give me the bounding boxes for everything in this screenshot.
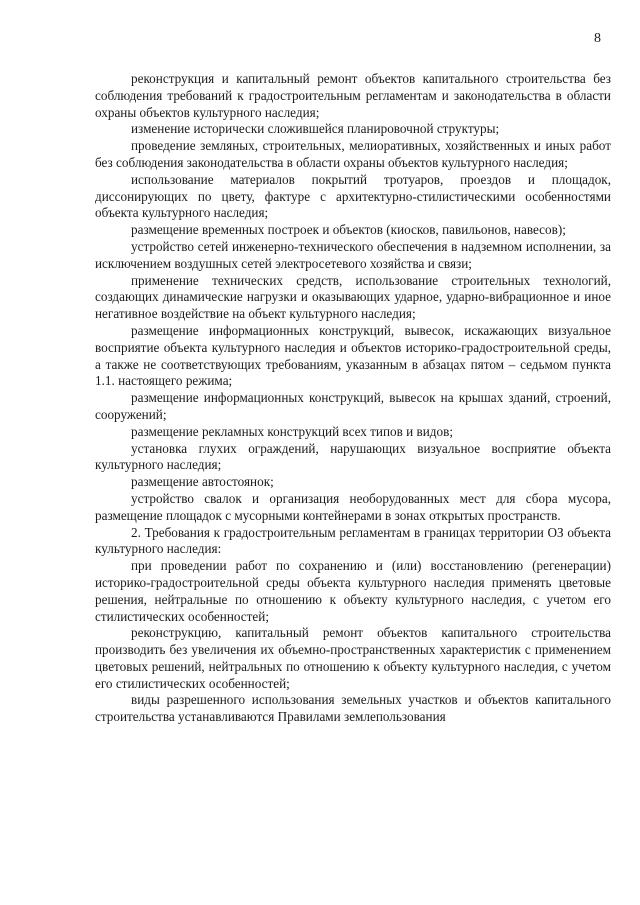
paragraph-reconstruction: реконструкция и капитальный ремонт объектов капитального строительства без соблюдения требований к градостроительным регламентам и законодательства в области охраны объектов культурного наследия;: [95, 71, 611, 120]
paragraph-planning-structure: изменение исторически сложившейся планировочной структуры;: [131, 121, 500, 137]
paragraph-utility-networks: устройство сетей инженерно-технического обеспечения в надземном исполнении, за исключением воздушных сетей электросетевого хозяйства и связи;: [95, 238, 611, 271]
paragraph-technical-means: применение технических средств, использование строительных технологий, создающих динамические нагрузки и оказывающих ударное, ударно-вибрационное и иное негативное воздействие на объект культурного наследия;: [95, 272, 611, 322]
paragraph-rooftop-signs: размещение информационных конструкций, вывесок на крышах зданий, строений, сооружений;: [95, 390, 611, 422]
page-number: 8: [594, 31, 601, 46]
paragraph-earthworks: проведение земляных, строительных, мелиоративных, хозяйственных и иных работ без соблюдения законодательства в области охраны объектов культурного наследия;: [95, 138, 611, 170]
paragraph-parking: размещение автостоянок;: [131, 474, 274, 490]
paragraph-fences: установка глухих ограждений, нарушающих визуальное восприятие объекта культурного наследия;: [95, 440, 611, 473]
paragraph-advertising: размещение рекламных конструкций всех типов и видов;: [131, 423, 453, 439]
paragraph-land-use: виды разрешенного использования земельных участков и объектов капитального строительства устанавливаются Правилами землепользования: [95, 692, 611, 725]
document-body: [95, 71, 611, 726]
paragraph-color-solutions: при проведении работ по сохранению и (или) восстановлению (регенерации) историко-градостроительной среды объекта культурного наследия применять цветовые решения, нейтральные по отношению к объекту культурного наследия, с учетом его стилистических особенностей;: [95, 558, 611, 624]
paragraph-paving-materials: использование материалов покрытий тротуаров, проездов и площадок, диссонирующих по цвету, фактуре с архитектурно-стилистическими особенностями объекта культурного наследия;: [95, 171, 611, 221]
paragraph-temporary-structures: размещение временных построек и объектов (киосков, павильонов, навесов);: [131, 222, 566, 238]
paragraph-dumps: устройство свалок и организация необорудованных мест для сбора мусора, размещение площадок с мусорными контейнерами в зонах открытых пространств.: [95, 490, 611, 523]
paragraph-info-structures: размещение информационных конструкций, вывесок, искажающих визуальное восприятие объекта культурного наследия и объектов историко-градостроительной среды, а также не соответствующих требованиям, указанным в абзацах пятом – седьмом пункта 1.1. настоящего режима;: [95, 322, 611, 389]
paragraph-section-2-heading: 2. Требования к градостроительным регламентам в границах территории ОЗ объекта культурного наследия:: [95, 524, 611, 557]
paragraph-reconstruction-limits: реконструкцию, капитальный ремонт объектов капитального строительства производить без увеличения их объемно-пространственных характеристик с применением цветовых решений, нейтральных по отношению к объекту культурного наследия, с учетом его стилистических особенностей;: [95, 625, 611, 691]
